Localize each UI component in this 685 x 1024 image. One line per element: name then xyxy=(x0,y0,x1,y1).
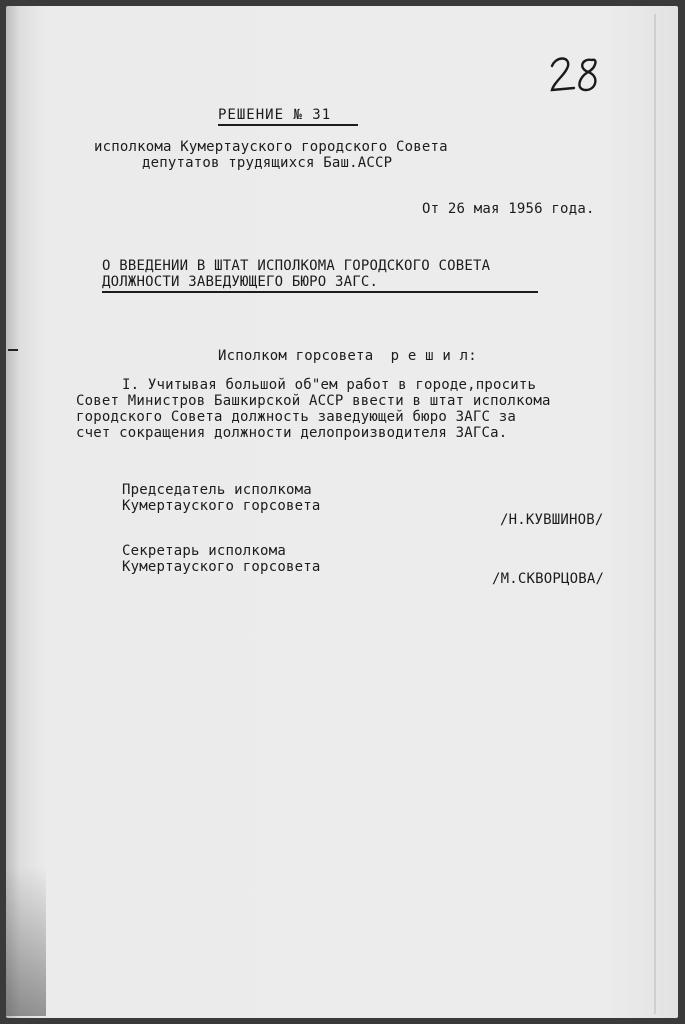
item-1-line-3: городского Совета должность заведующей бюро ЗАГС за xyxy=(76,409,517,425)
page-edge xyxy=(654,14,656,1014)
heading-line-1: О ВВЕДЕНИИ В ШТАТ ИСПОЛКОМА ГОРОДСКОГО СОВЕТА xyxy=(102,258,491,274)
resolution-intro: Исполком горсовета р е ш и л: xyxy=(218,348,477,364)
margin-mark xyxy=(8,349,18,351)
issuer-line-1: исполкома Кумертауского городского Совета xyxy=(94,139,448,155)
item-1-line-4: счет сокращения должности делопроизводителя ЗАГСа. xyxy=(76,425,508,441)
secretary-title-2: Кумертауского горсовета xyxy=(122,559,321,575)
secretary-name: /М.СКВОРЦОВА/ xyxy=(492,571,605,587)
chairman-title-2: Кумертауского горсовета xyxy=(122,498,321,514)
chairman-name: /Н.КУВШИНОВ/ xyxy=(500,512,604,528)
item-1-line-2: Совет Министров Башкирской АССР ввести в штат исполкома xyxy=(76,393,551,409)
title-underline xyxy=(218,124,358,126)
handwritten-page-number xyxy=(548,52,608,96)
secretary-title-1: Секретарь исполкома xyxy=(122,543,286,559)
issuer-line-2: депутатов трудящихся Баш.АССР xyxy=(142,155,393,171)
decision-date: От 26 мая 1956 года. xyxy=(422,201,595,217)
heading-underline xyxy=(102,291,538,293)
item-1-line-1: I. Учитывая большой об"ем работ в городе,просить xyxy=(122,377,537,393)
chairman-title-1: Председатель исполкома xyxy=(122,482,312,498)
heading-line-2: ДОЛЖНОСТИ ЗАВЕДУЮЩЕГО БЮРО ЗАГС. xyxy=(102,274,379,290)
binding-shadow xyxy=(6,866,46,1016)
decision-title: РЕШЕНИЕ № 31 xyxy=(218,107,332,123)
